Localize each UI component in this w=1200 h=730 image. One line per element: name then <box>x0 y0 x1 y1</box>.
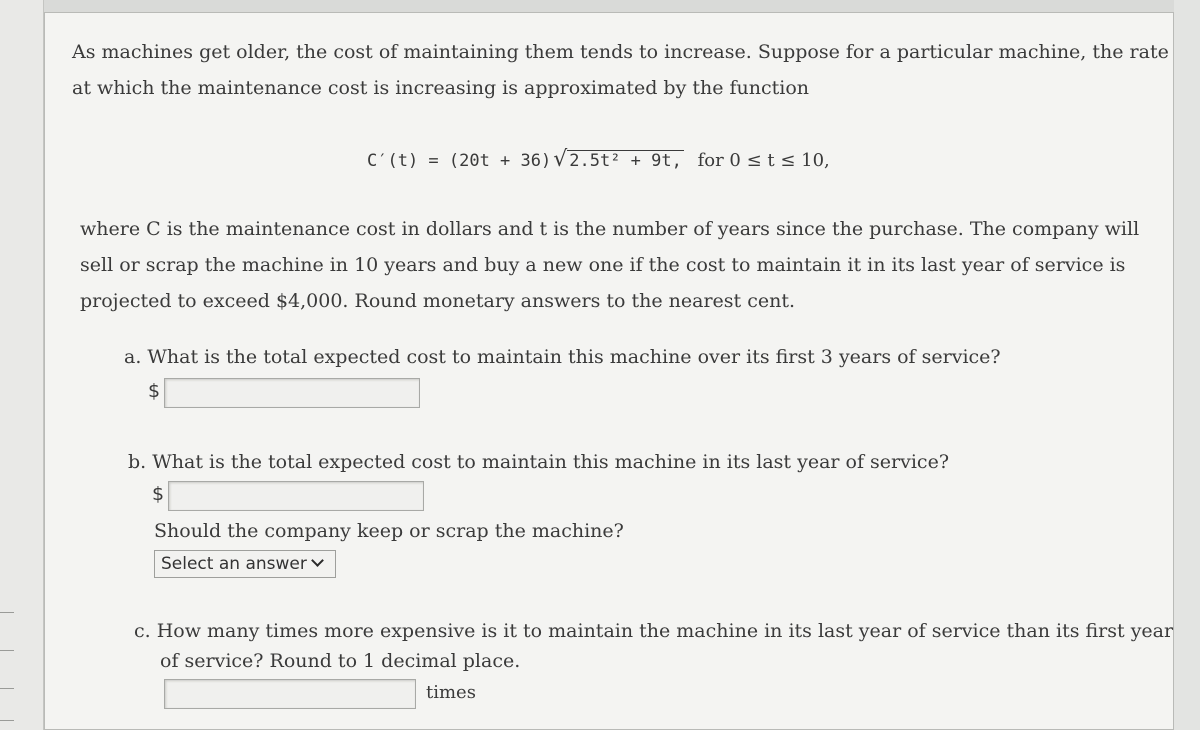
formula-domain: for 0 ≤ t ≤ 10, <box>697 150 830 171</box>
formula-radicand: 2.5t² + 9t, <box>569 151 682 171</box>
intro-line-2: at which the maintenance cost is increasing is approximated by the function <box>72 77 810 99</box>
right-margin <box>1174 0 1200 730</box>
part-a-currency: $ <box>148 380 161 402</box>
description-line-2: sell or scrap the machine in 10 years and buy a new one if the cost to maintain it in its last year of service is <box>80 254 1126 276</box>
part-c-question-line-1: c. How many times more expensive is it to maintain the machine in its last year of service than its first year <box>134 620 1174 642</box>
formula-lhs: C′(t) = (20t + 36) <box>367 151 552 171</box>
part-a-question: a. What is the total expected cost to maintain this machine over its first 3 years of service? <box>124 346 1001 368</box>
part-c-answer-input[interactable] <box>164 679 416 709</box>
tick-mark <box>0 720 14 721</box>
part-c-question-line-2: of service? Round to 1 decimal place. <box>160 650 521 672</box>
tick-mark <box>0 688 14 689</box>
chevron-down-icon <box>311 554 324 567</box>
keep-or-scrap-select[interactable] <box>154 550 336 578</box>
part-b-answer-input[interactable] <box>168 481 424 511</box>
tick-mark <box>0 612 14 613</box>
description-line-3: projected to exceed $4,000. Round monetary answers to the nearest cent. <box>80 290 796 312</box>
part-c-unit: times <box>426 682 476 703</box>
part-b-question: b. What is the total expected cost to maintain this machine in its last year of service? <box>128 451 950 473</box>
part-b-followup: Should the company keep or scrap the machine? <box>154 520 624 542</box>
tick-mark <box>0 650 14 651</box>
part-b-currency: $ <box>152 483 165 505</box>
select-value: Select an answer <box>161 554 307 574</box>
part-a-answer-input[interactable] <box>164 378 420 408</box>
sqrt-symbol: √ 2.5t² + 9t, <box>553 147 682 172</box>
description-line-1: where C is the maintenance cost in dollars and t is the number of years since the purchase. The company will <box>80 218 1140 240</box>
left-margin <box>0 0 44 730</box>
cost-rate-formula <box>367 147 830 174</box>
intro-line-1: As machines get older, the cost of maintaining them tends to increase. Suppose for a particular machine, the rate <box>72 41 1169 63</box>
